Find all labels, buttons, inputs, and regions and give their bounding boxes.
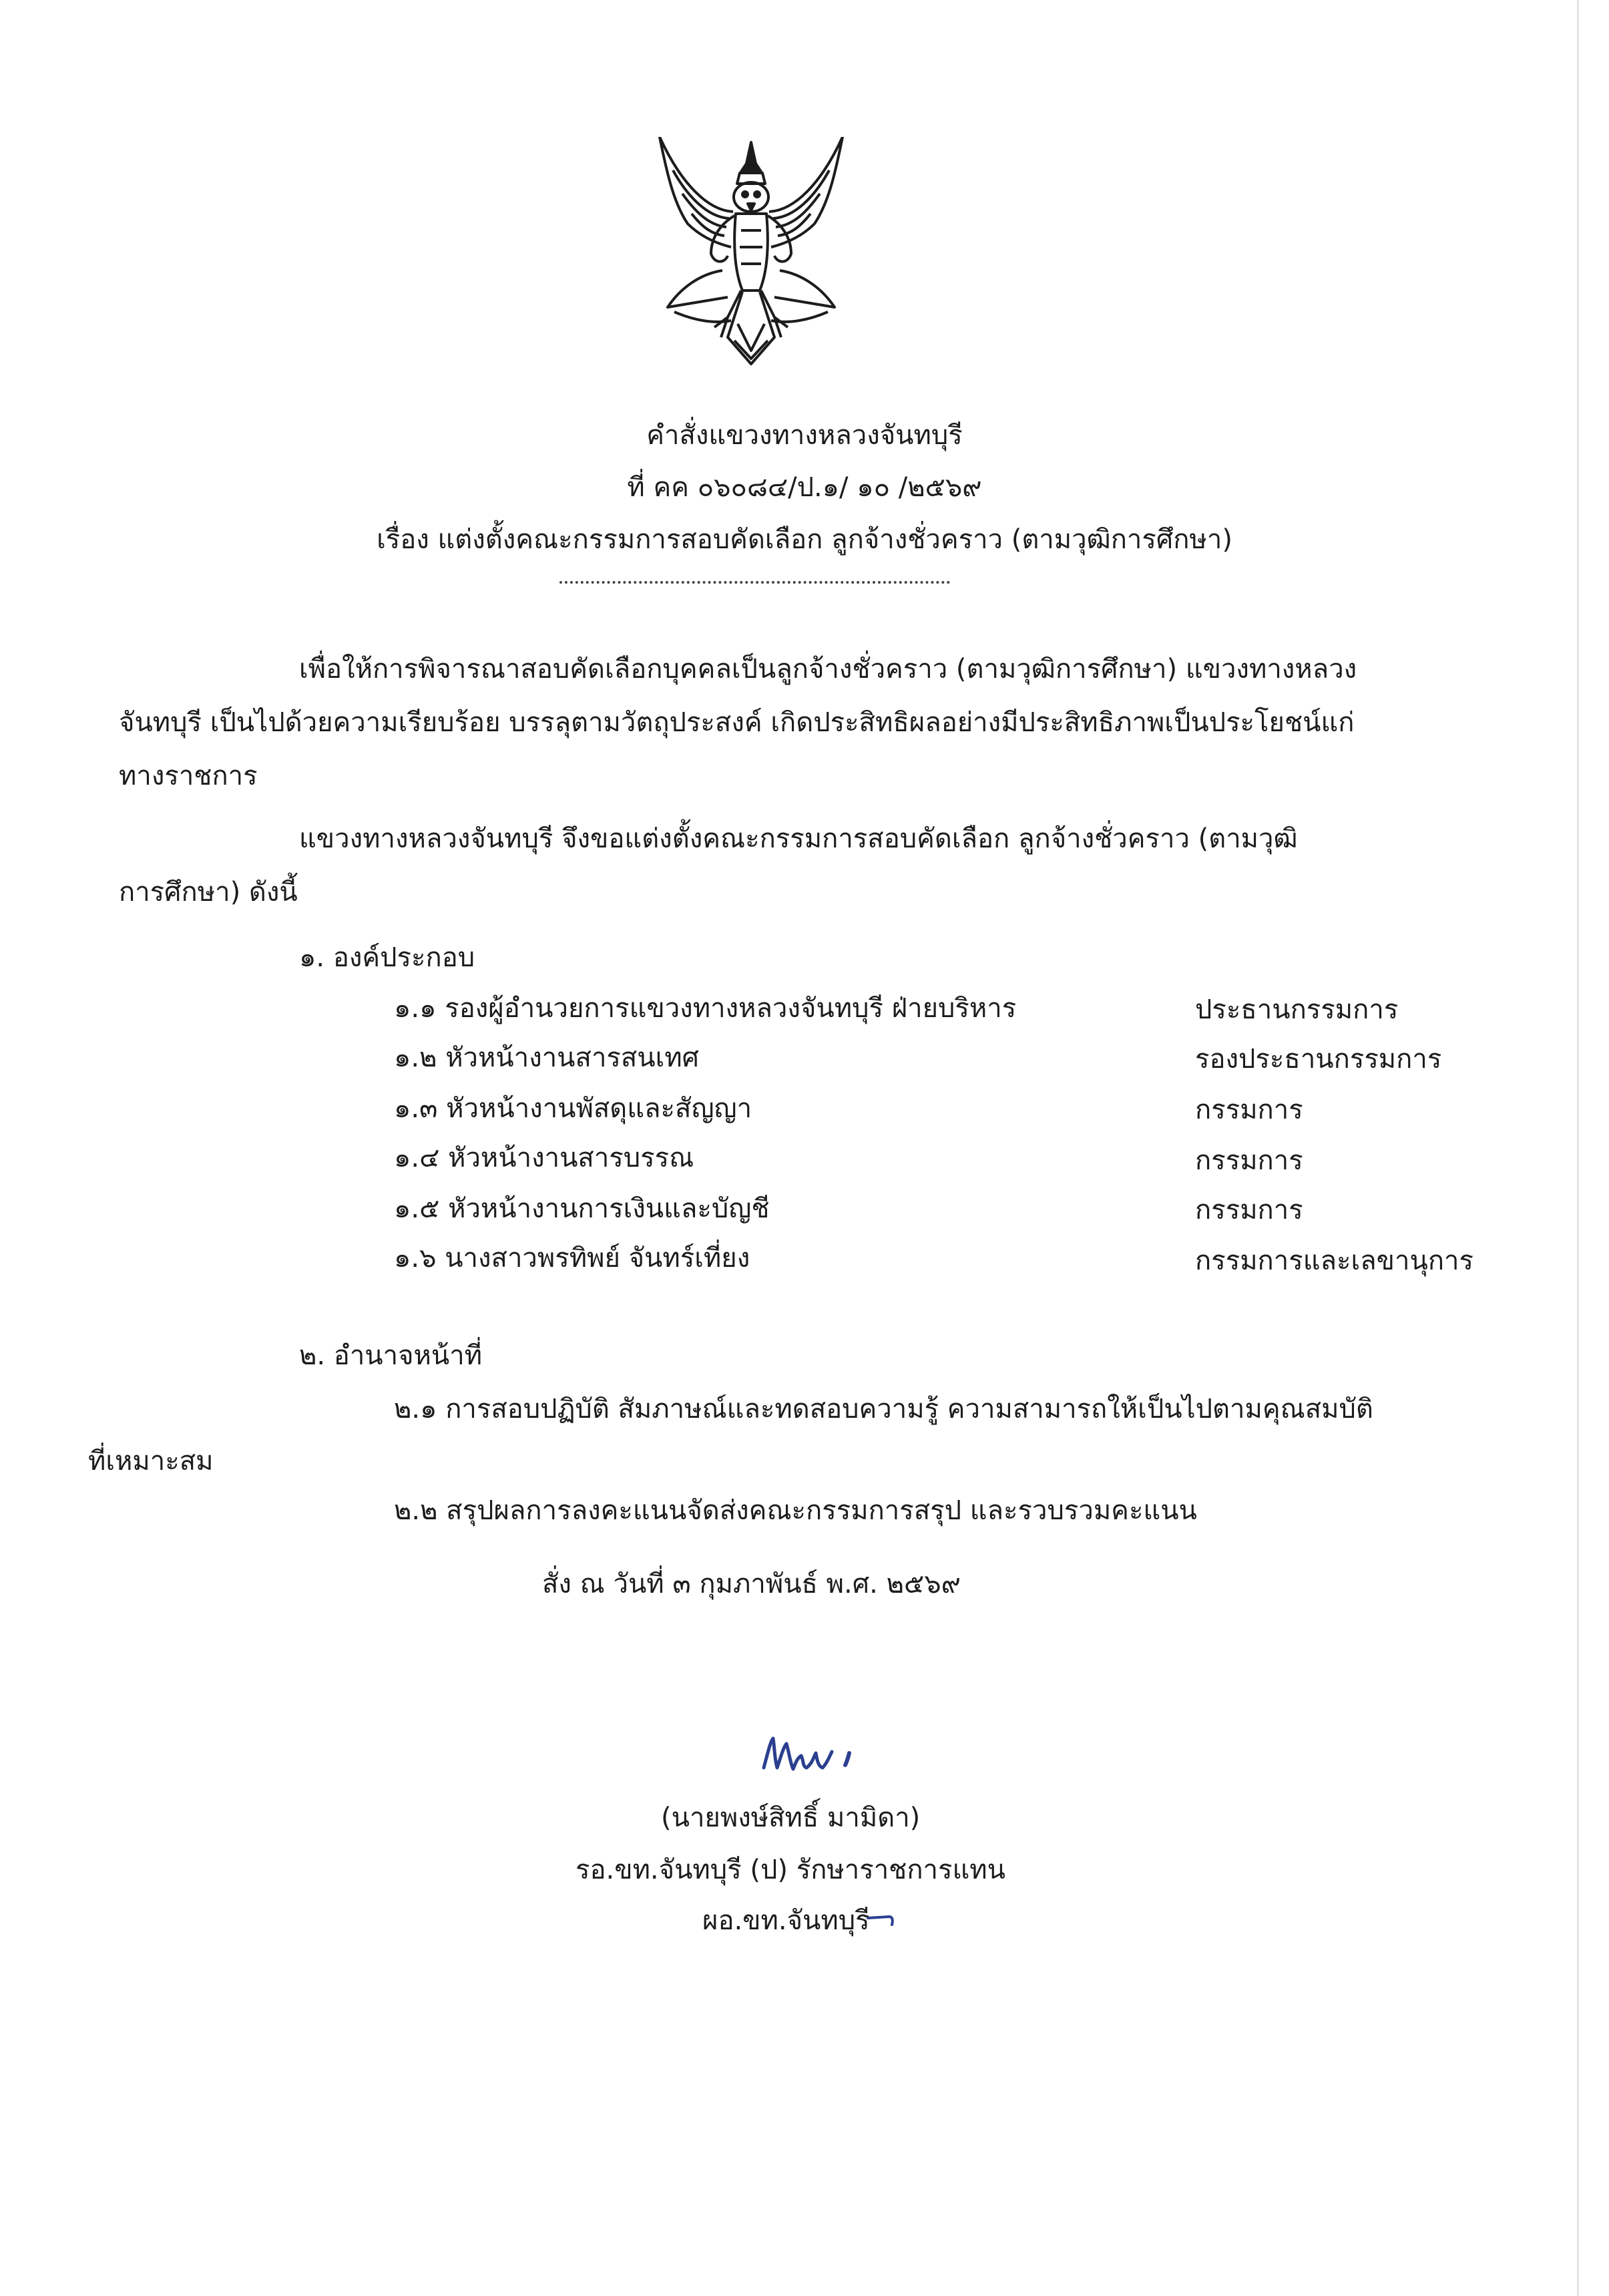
member-role: กรรมการ [1195, 1195, 1303, 1225]
intro-paragraph-1-line-2: จันทบุรี เป็นไปด้วยความเรียบร้อย บรรลุตามวัตถุประสงค์ เกิดประสิทธิผลอย่างมีประสิทธิภาพเป็นประโยชน์แก่ [119, 707, 1355, 738]
member-name: ๑.๓ หัวหน้างานพัสดุและสัญญา [394, 1093, 752, 1124]
member-role: รองประธานกรรมการ [1195, 1044, 1442, 1075]
ink-tick-mark-icon [865, 1913, 903, 1926]
member-name: ๑.๕ หัวหน้างานการเงินและบัญชี [394, 1193, 770, 1224]
section-2-heading: ๒. อำนาจหน้าที่ [299, 1340, 483, 1371]
garuda-emblem-icon [648, 137, 855, 374]
member-name: ๑.๔ หัวหน้างานสารบรรณ [394, 1143, 694, 1173]
member-name: ๑.๖ นางสาวพรทิพย์ จันทร์เที่ยง [394, 1243, 750, 1274]
order-subject: เรื่อง แต่งตั้งคณะกรรมการสอบคัดเลือก ลูกจ้างชั่วคราว (ตามวุฒิการศึกษา) [377, 524, 1232, 555]
member-role: ประธานกรรมการ [1195, 994, 1399, 1025]
intro-paragraph-2-line-2: การศึกษา) ดังนี้ [119, 877, 298, 908]
order-title: คำสั่งแขวงทางหลวงจันทบุรี [646, 420, 963, 451]
member-name: ๑.๑ รองผู้อำนวยการแขวงทางหลวงจันทบุรี ฝ่ายบริหาร [394, 993, 1017, 1024]
signatory-title-1: รอ.ขท.จันทบุรี (ป) รักษาราชการแทน [576, 1855, 1005, 1885]
order-date: สั่ง ณ วันที่ ๓ กุมภาพันธ์ พ.ศ. ๒๕๖๙ [542, 1569, 961, 1599]
signatory-name: (นายพงษ์สิทธิ์ มามิดา) [661, 1802, 921, 1833]
order-number: ที่ คค ๐๖๐๘๔/ป.๑/ ๑๐ /๒๕๖๙ [627, 472, 982, 503]
member-role: กรรมการและเลขานุการ [1195, 1246, 1473, 1276]
duty-1-line-1: ๒.๑ การสอบปฏิบัติ สัมภาษณ์และทดสอบความรู้ ความสามารถให้เป็นไปตามคุณสมบัติ [394, 1394, 1373, 1424]
member-role: กรรมการ [1195, 1145, 1303, 1176]
handwritten-signature-icon [754, 1726, 888, 1786]
duty-1-line-2: ที่เหมาะสม [88, 1446, 214, 1477]
section-1-heading: ๑. องค์ประกอบ [299, 942, 475, 973]
member-role: กรรมการ [1195, 1095, 1303, 1125]
intro-paragraph-1-line-3: ทางราชการ [119, 761, 258, 791]
intro-paragraph-1-line-1: เพื่อให้การพิจารณาสอบคัดเลือกบุคคลเป็นลูกจ้างชั่วคราว (ตามวุฒิการศึกษา) แขวงทางหลวง [299, 654, 1357, 685]
page-edge-line [1577, 0, 1579, 2296]
intro-paragraph-2-line-1: แขวงทางหลวงจันทบุรี จึงขอแต่งตั้งคณะกรรมการสอบคัดเลือก ลูกจ้างชั่วคราว (ตามวุฒิ [299, 823, 1298, 854]
signatory-title-2: ผอ.ขท.จันทบุรี [702, 1905, 870, 1936]
member-name: ๑.๒ หัวหน้างานสารสนเทศ [394, 1042, 700, 1073]
duty-2: ๒.๒ สรุปผลการลงคะแนนจัดส่งคณะกรรมการสรุป และรวบรวมคะแนน [394, 1495, 1197, 1526]
header-divider [559, 581, 950, 584]
